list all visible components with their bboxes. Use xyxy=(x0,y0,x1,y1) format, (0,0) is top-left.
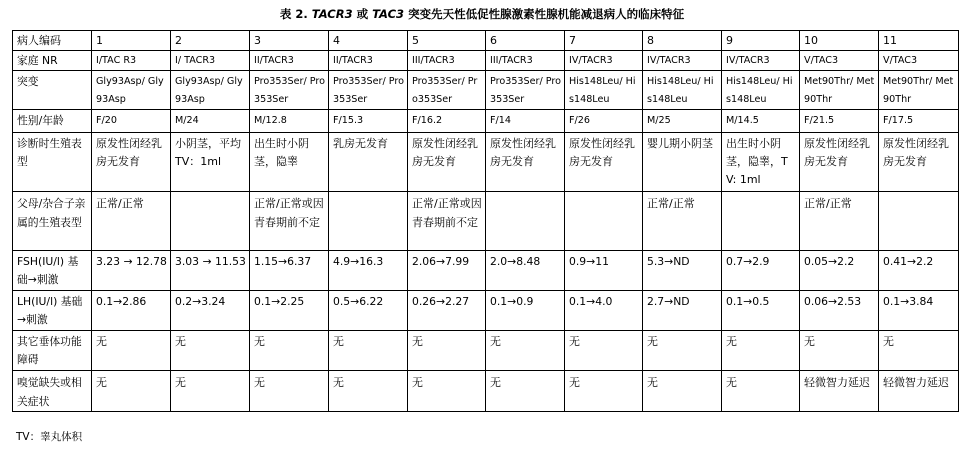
table-cell xyxy=(879,192,959,251)
patient-id: 6 xyxy=(486,31,565,51)
table-cell: II/TACR3 xyxy=(250,51,329,71)
table-row-family xyxy=(13,51,959,71)
table-cell: 正常/正常或因青春期前不定 xyxy=(408,192,486,251)
table-row-lh xyxy=(13,291,959,331)
table-cell xyxy=(171,192,250,251)
table-cell: 5.3→ND xyxy=(643,251,722,291)
row-label: FSH(IU/l) 基础→刺激 xyxy=(13,251,92,291)
gene-name-tacr3: TACR3 xyxy=(311,7,353,21)
table-row-mutation xyxy=(13,71,959,110)
table-cell: 0.1→3.84 xyxy=(879,291,959,331)
table-cell xyxy=(722,192,800,251)
table-cell: M/12.8 xyxy=(250,110,329,133)
table-cell: His148Leu/ His148Leu xyxy=(722,71,800,110)
table-cell: 无 xyxy=(92,371,171,412)
table-cell: 0.2→3.24 xyxy=(171,291,250,331)
table-cell: 无 xyxy=(486,371,565,412)
table-cell: 0.7→2.9 xyxy=(722,251,800,291)
table-cell: 0.1→0.5 xyxy=(722,291,800,331)
table-cell: 无 xyxy=(486,331,565,371)
table-cell: 原发性闭经乳房无发育 xyxy=(408,133,486,192)
table-cell: III/TACR3 xyxy=(486,51,565,71)
table-cell: 0.1→2.86 xyxy=(92,291,171,331)
table-cell: 原发性闭经乳房无发育 xyxy=(486,133,565,192)
table-row-phenotype xyxy=(13,133,959,192)
table-cell: 无 xyxy=(250,371,329,412)
row-label: 诊断时生殖表型 xyxy=(13,133,92,192)
table-cell: 0.1→4.0 xyxy=(565,291,643,331)
table-row-fsh xyxy=(13,251,959,291)
row-label: 家庭 NR xyxy=(13,51,92,71)
patient-id: 4 xyxy=(329,31,408,51)
table-cell: II/TACR3 xyxy=(329,51,408,71)
table-cell: F/17.5 xyxy=(879,110,959,133)
table-cell: 正常/正常 xyxy=(643,192,722,251)
table-cell: F/14 xyxy=(486,110,565,133)
table-cell: His148Leu/ His148Leu xyxy=(643,71,722,110)
patient-id: 3 xyxy=(250,31,329,51)
table-cell: 轻微智力延迟 xyxy=(879,371,959,412)
table-row-sex-age xyxy=(13,110,959,133)
table-cell: 0.05→2.2 xyxy=(800,251,879,291)
table-cell: 正常/正常 xyxy=(92,192,171,251)
row-label: 嗅觉缺失或相关症状 xyxy=(13,371,92,412)
patient-id: 7 xyxy=(565,31,643,51)
table-cell: 4.9→16.3 xyxy=(329,251,408,291)
table-cell: 0.9→11 xyxy=(565,251,643,291)
table-cell: 3.23 → 12.78 xyxy=(92,251,171,291)
table-cell: 无 xyxy=(565,371,643,412)
table-cell: 出生时小阴茎，隐睾，TV: 1ml xyxy=(722,133,800,192)
table-cell: F/21.5 xyxy=(800,110,879,133)
row-label: 性别/年龄 xyxy=(13,110,92,133)
table-cell: 无 xyxy=(408,371,486,412)
table-cell: M/24 xyxy=(171,110,250,133)
row-label: LH(IU/l) 基础→刺激 xyxy=(13,291,92,331)
table-cell: Met90Thr/ Met90Thr xyxy=(800,71,879,110)
table-cell: Pro353Ser/ Pro353Ser xyxy=(250,71,329,110)
table-cell: 乳房无发育 xyxy=(329,133,408,192)
table-cell: 无 xyxy=(329,331,408,371)
table-cell: I/TAC R3 xyxy=(92,51,171,71)
table-cell xyxy=(486,192,565,251)
table-cell: 1.15→6.37 xyxy=(250,251,329,291)
table-cell: Pro353Ser/ Pro353Ser xyxy=(486,71,565,110)
table-cell: 无 xyxy=(171,331,250,371)
table-cell: 原发性闭经乳房无发育 xyxy=(800,133,879,192)
table-row-pituitary xyxy=(13,331,959,371)
table-cell: 婴儿期小阴茎 xyxy=(643,133,722,192)
patient-id: 8 xyxy=(643,31,722,51)
patient-id: 1 xyxy=(92,31,171,51)
row-label: 父母/杂合子亲属的生殖表型 xyxy=(13,192,92,251)
table-cell: IV/TACR3 xyxy=(643,51,722,71)
table-cell: 正常/正常 xyxy=(800,192,879,251)
table-cell: 无 xyxy=(250,331,329,371)
table-cell: 出生时小阴茎，隐睾 xyxy=(250,133,329,192)
table-cell: V/TAC3 xyxy=(879,51,959,71)
table-cell: Pro353Ser/ Pro353Ser xyxy=(408,71,486,110)
table-cell: I/ TACR3 xyxy=(171,51,250,71)
table-cell: His148Leu/ His148Leu xyxy=(565,71,643,110)
table-cell: 轻微智力延迟 xyxy=(800,371,879,412)
table-row-relatives xyxy=(13,192,959,251)
clinical-features-table xyxy=(12,30,959,412)
table-cell: 0.06→2.53 xyxy=(800,291,879,331)
table-cell: 原发性闭经乳房无发育 xyxy=(92,133,171,192)
table-cell: 0.1→0.9 xyxy=(486,291,565,331)
table-row-anosmia xyxy=(13,371,959,412)
patient-id: 5 xyxy=(408,31,486,51)
table-cell: F/15.3 xyxy=(329,110,408,133)
table-cell: 2.06→7.99 xyxy=(408,251,486,291)
patient-id: 10 xyxy=(800,31,879,51)
table-cell: 无 xyxy=(722,371,800,412)
table-cell: 无 xyxy=(879,331,959,371)
table-cell: 2.7→ND xyxy=(643,291,722,331)
patient-id: 11 xyxy=(879,31,959,51)
table-cell: 无 xyxy=(329,371,408,412)
table-cell: 0.1→2.25 xyxy=(250,291,329,331)
row-label: 突变 xyxy=(13,71,92,110)
table-cell: 无 xyxy=(92,331,171,371)
table-cell: F/16.2 xyxy=(408,110,486,133)
table-cell: F/20 xyxy=(92,110,171,133)
table-cell: IV/TACR3 xyxy=(565,51,643,71)
table-cell: 无 xyxy=(800,331,879,371)
table-cell: 无 xyxy=(171,371,250,412)
table-cell: 无 xyxy=(565,331,643,371)
table-cell xyxy=(565,192,643,251)
table-cell: M/14.5 xyxy=(722,110,800,133)
table-footnote: TV：睾丸体积 xyxy=(16,431,83,443)
gene-name-tac3: TAC3 xyxy=(372,7,405,21)
row-label: 其它垂体功能障碍 xyxy=(13,331,92,371)
table-cell: III/TACR3 xyxy=(408,51,486,71)
table-cell: 0.26→2.27 xyxy=(408,291,486,331)
table-cell: IV/TACR3 xyxy=(722,51,800,71)
table-cell: Gly93Asp/ Gly93Asp xyxy=(92,71,171,110)
table-cell: 无 xyxy=(722,331,800,371)
table-cell: 2.0→8.48 xyxy=(486,251,565,291)
table-cell: Pro353Ser/ Pro353Ser xyxy=(329,71,408,110)
table-cell: F/26 xyxy=(565,110,643,133)
table-cell: 无 xyxy=(643,371,722,412)
table-cell: 原发性闭经乳房无发育 xyxy=(879,133,959,192)
table-cell: 0.5→6.22 xyxy=(329,291,408,331)
table-cell: 0.41→2.2 xyxy=(879,251,959,291)
table-cell: V/TAC3 xyxy=(800,51,879,71)
table-cell: 无 xyxy=(643,331,722,371)
patient-id: 2 xyxy=(171,31,250,51)
table-cell: 原发性闭经乳房无发育 xyxy=(565,133,643,192)
table-cell: 小阴茎，平均 TV：1ml xyxy=(171,133,250,192)
table-cell: 无 xyxy=(408,331,486,371)
table-cell: Gly93Asp/ Gly93Asp xyxy=(171,71,250,110)
table-caption: 表 2. TACR3 或 TAC3 突变先天性低促性腺激素性腺机能减退病人的临床特征 xyxy=(279,7,685,21)
table-cell: M/25 xyxy=(643,110,722,133)
table-cell: 3.03 → 11.53 xyxy=(171,251,250,291)
header-label: 病人编码 xyxy=(13,31,92,51)
table-cell xyxy=(329,192,408,251)
header-row xyxy=(13,31,959,51)
table-cell: Met90Thr/ Met90Thr xyxy=(879,71,959,110)
patient-id: 9 xyxy=(722,31,800,51)
table-cell: 正常/正常或因青春期前不定 xyxy=(250,192,329,251)
